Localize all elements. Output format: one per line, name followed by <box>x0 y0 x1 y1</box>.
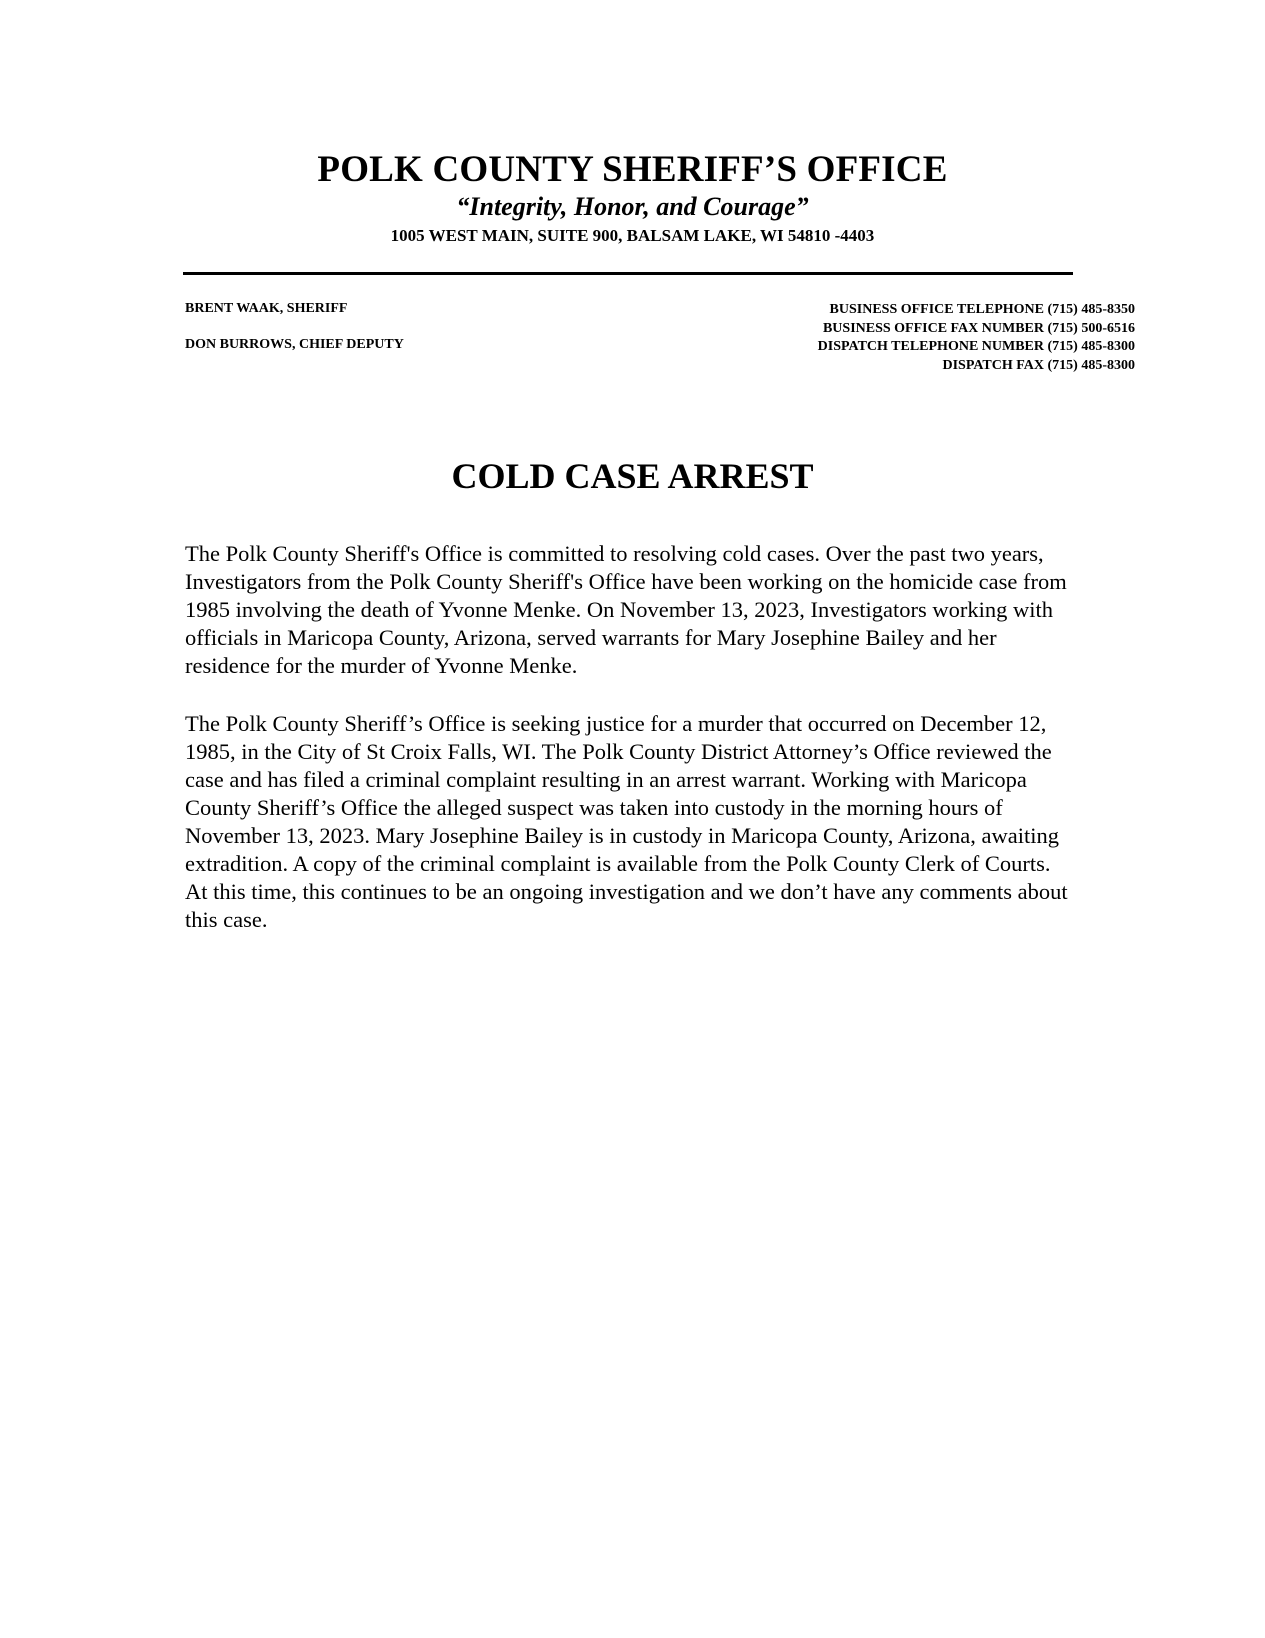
official-sheriff: BRENT WAAK, SHERIFF <box>185 301 348 316</box>
dispatch-fax: DISPATCH FAX (715) 485-8300 <box>942 357 1135 373</box>
official-chief-deputy: DON BURROWS, CHIEF DEPUTY <box>185 337 404 352</box>
address: 1005 WEST MAIN, SUITE 900, BALSAM LAKE, WI 54810 -4403 <box>390 226 875 245</box>
document-title: COLD CASE ARREST <box>451 456 814 496</box>
body-paragraph: The Polk County Sheriff’s Office is seeking justice for a murder that occurred on December 12, 1985, in the City of St Croix Falls, WI. The Polk County District Attorney’s Office reviewed the case and has filed a criminal complaint resulting in an arrest warrant. Working with Maricopa County Sheriff’s Office the alleged suspect was taken into custody in the morning hours of November 13, 2023. Mary Josephine Bailey is in custody in Maricopa County, Arizona, awaiting extradition. A copy of the criminal complaint is available from the Polk County Clerk of Courts. At this time, this continues to be an ongoing investigation and we don’t have any comments about this case. <box>185 711 1068 932</box>
business-office-fax: BUSINESS OFFICE FAX NUMBER (715) 500-6516 <box>822 320 1135 336</box>
body-paragraph: The Polk County Sheriff's Office is committed to resolving cold cases. Over the past two years, Investigators from the Polk County Sheriff's Office have been working on the homicide case from 1985 involving the death of Yvonne Menke. On November 13, 2023, Investigators working with officials in Maricopa County, Arizona, served warrants for Mary Josephine Bailey and her residence for the murder of Yvonne Menke. <box>185 541 1067 678</box>
organization-name: POLK COUNTY SHERIFF’S OFFICE <box>317 149 948 190</box>
dispatch-telephone: DISPATCH TELEPHONE NUMBER (715) 485-8300 <box>817 339 1135 354</box>
motto: “Integrity, Honor, and Courage” <box>456 192 809 221</box>
header-divider <box>183 272 1073 275</box>
contact-numbers <box>818 301 1135 375</box>
business-office-telephone: BUSINESS OFFICE TELEPHONE (715) 485-8350 <box>829 302 1135 317</box>
